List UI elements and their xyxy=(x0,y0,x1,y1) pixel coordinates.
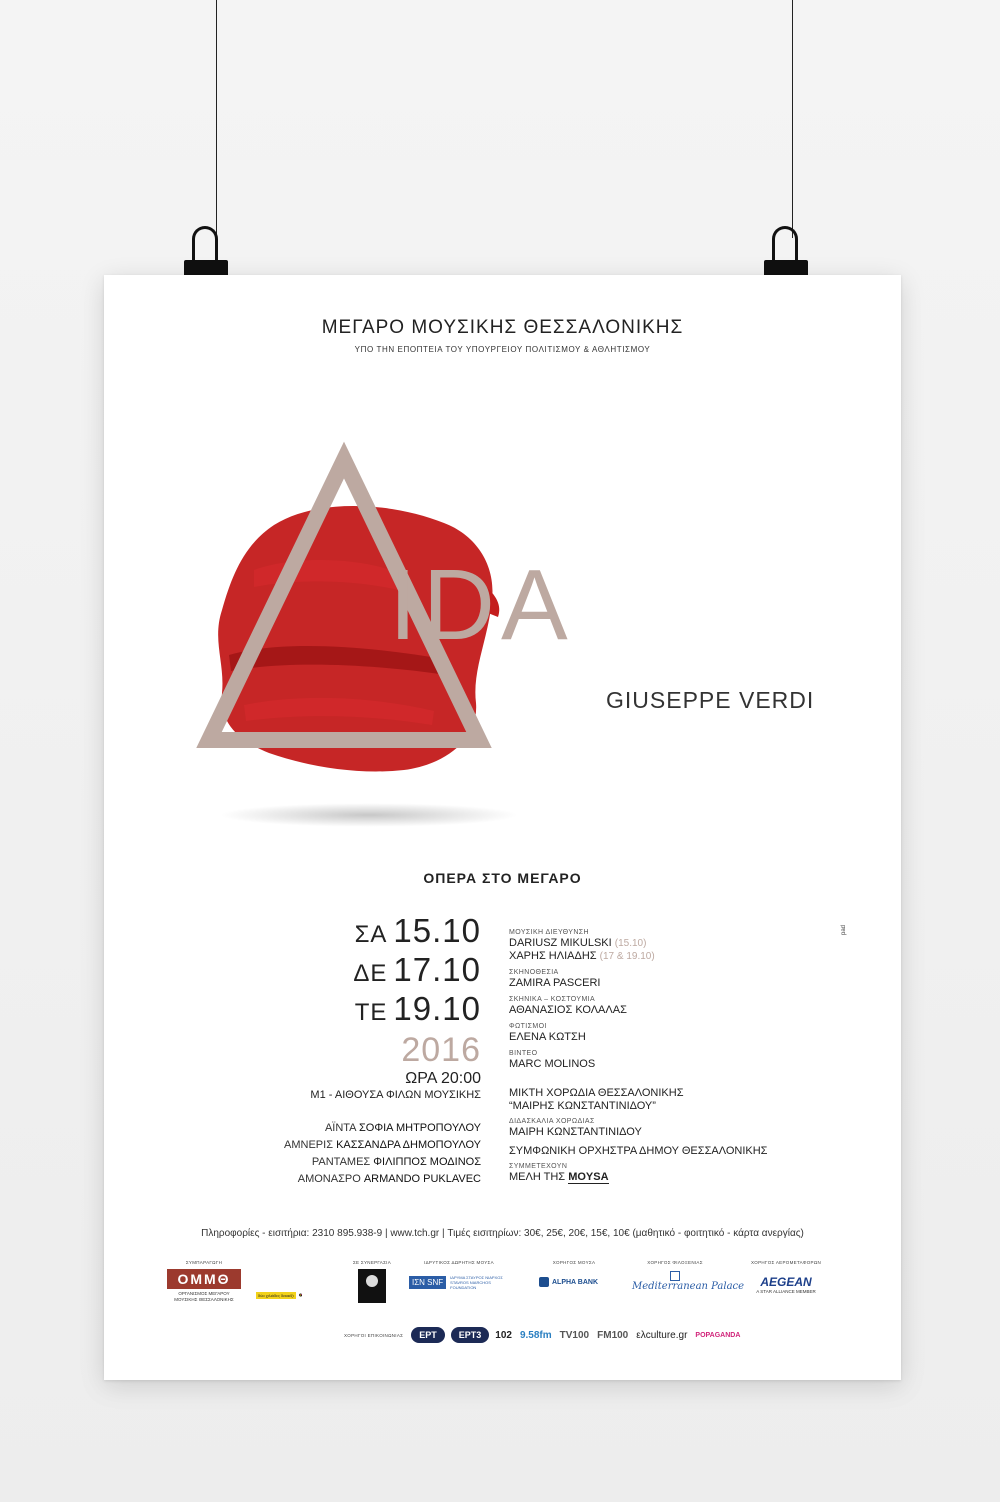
sponsor-mediterranean: ΧΟΡΗΓΟΣ ΦΙΛΟΞΕΝΙΑΣ Mediterranean Palace xyxy=(632,1260,745,1292)
ensemble-credits: ΜΙΚΤΗ ΧΟΡΩΔΙΑ ΘΕΣΣΑΛΟΝΙΚΗΣ “ΜΑΙΡΗΣ ΚΩΝΣΤΑΝΤΙΝΙΔΟΥ” ΔΙΔΑΣΚΑΛΙΑ ΧΟΡΩΔΙΑΣ ΜΑΙΡΗ ΚΩΝΣΤΑΝΤΙΝΙΔΟΥ ΣΥΜΦΩΝΙΚΗ ΟΡΧΗΣΤΡΑ ΔΗΜΟΥ ΘΕΣΣΑΛΟΝΙΚΗΣ ΣΥΜΜΕΤΕΧΟΥΝ ΜΕΛΗ ΤΗΣ MOYSA xyxy=(509,1087,768,1183)
ommth-logo: ΟΜΜΘ xyxy=(167,1269,241,1289)
sponsor-alpha-bank: ΧΟΡΗΓΟΣ ΜΟΥΣΑ ALPHA BANK xyxy=(539,1260,609,1287)
cast-row: ΑΜΟΝΑΣΡΟ ARMANDO PUKLAVEC xyxy=(297,1173,481,1185)
aegean-logo: AEGEAN xyxy=(760,1275,812,1289)
media-logo: ΕΡΤ3 xyxy=(451,1327,490,1343)
cast-row: ΑΪΝΤΑ ΣΟΦΙΑ ΜΗΤΡΟΠΟΥΛΟΥ xyxy=(324,1122,481,1134)
cooperation-tag: δύο χιλιάδες δεκαέξι xyxy=(258,1292,294,1298)
cast-row: ΡΑΝΤΑΜΕΣ ΦΙΛΙΠΠΟΣ ΜΟΔΙΝΟΣ xyxy=(311,1156,481,1168)
opera-title: IDA xyxy=(389,549,574,661)
sponsor-2016 xyxy=(256,1280,302,1306)
organization-title: ΜΕΓΑΡΟ ΜΟΥΣΙΚΗΣ ΘΕΣΣΑΛΟΝΙΚΗΣ xyxy=(321,317,684,338)
composer-name: GIUSEPPE VERDI xyxy=(606,687,815,713)
production-credits: ΜΟΥΣΙΚΗ ΔΙΕΥΘΥΝΣΗ DARIUSZ MIKULSKI (15.10) ΧΑΡΗΣ ΗΛΙΑΔΗΣ (17 & 19.10) ΣΚΗΝΟΘΕΣΙΑ ZAMIRA PASCERI ΣΚΗΝΙΚΑ – ΚΟΣΤΟΥΜΙΑ ΑΘΑΝΑΣΙΟΣ ΚΟΛΑΛΑΣ ΦΩΤΙΣΜΟΙ ΕΛΕΝΑ ΚΩΤΣΗ ΒΙΝΤΕΟ MARC MOLINOS xyxy=(509,929,655,1070)
snf-logo: ΙΣΝ SNF xyxy=(409,1276,446,1289)
tickets-info: Πληροφορίες - εισιτήρια: 2310 895.938-9 | www.tch.gr | Τιμές εισιτηρίων: 30€, 25€, 20€, 15€, 10€ (μαθητικό - φοιτητικό - κάρτα ανεργίας) xyxy=(201,1228,804,1239)
cooperation-logo-icon xyxy=(358,1269,386,1303)
sponsor-snf: ΙΔΡΥΤΙΚΟΣ ΔΩΡΗΤΗΣ ΜΟΥΣΑ ΙΣΝ SNF ΙΔΡΥΜΑ ΣΤΑΥΡΟΣ ΝΙΑΡΧΟΣ STAVROS NIARCHOS FOUNDATION xyxy=(409,1260,509,1290)
media-logo: POPAGANDA xyxy=(695,1331,741,1339)
media-sponsors: ΧΟΡΗΓΟΙ ΕΠΙΚΟΙΝΩΝΙΑΣ ΕΡΤ ΕΡΤ3 102 9.58fm TV100 FM100 ελculture.gr POPAGANDA xyxy=(344,1327,748,1343)
date-row: ΣΑ 15.10 xyxy=(354,912,481,949)
hanging-wire-left xyxy=(216,0,217,238)
media-logo: 9.58fm xyxy=(519,1329,552,1341)
hanging-wire-right xyxy=(792,0,793,238)
series-title: ΟΠΕΡΑ ΣΤΟ ΜΕΓΑΡΟ xyxy=(423,870,582,886)
hotel-icon xyxy=(670,1271,680,1281)
organization-subtitle: ΥΠΟ ΤΗΝ ΕΠΟΠΤΕΙΑ ΤΟΥ ΥΠΟΥΡΓΕΙΟΥ ΠΟΛΙΤΙΣΜΟΥ & ΑΘΛΗΤΙΣΜΟΥ xyxy=(354,345,651,354)
poster xyxy=(104,275,901,1380)
sponsor-aegean: ΧΟΡΗΓΟΣ ΑΕΡΟΜΕΤΑΦΟΡΩΝ AEGEAN A STAR ALLIANCE MEMBER xyxy=(740,1260,832,1294)
cast-list xyxy=(284,1120,481,1188)
mousa-logo: MOYSA xyxy=(568,1171,609,1183)
venue: Μ1 - ΑΙΘΟΥΣΑ ΦΙΛΩΝ ΜΟΥΣΙΚΗΣ xyxy=(310,1089,481,1101)
sponsor-cooperation: ΣΕ ΣΥΝΕΡΓΑΣΙΑ xyxy=(352,1260,392,1303)
date-row: ΔΕ 17.10 xyxy=(353,951,481,988)
alpha-bank-icon xyxy=(539,1277,549,1287)
media-logo: ελculture.gr xyxy=(636,1329,688,1341)
performance-dates xyxy=(353,913,481,1070)
year: 2016 xyxy=(401,1031,481,1069)
performance-time: ΩΡΑ 20:00 xyxy=(405,1070,481,1087)
media-logo: TV100 xyxy=(559,1329,590,1341)
cast-row: ΑΜΝΕΡΙΣ ΚΑΣΣΑΝΔΡΑ ΔΗΜΟΠΟΥΛΟΥ xyxy=(284,1139,481,1151)
drop-shadow xyxy=(219,803,519,827)
date-row: ΤΕ 19.10 xyxy=(354,990,481,1027)
sponsor-ommth: ΣΥΜΠΑΡΑΓΩΓΗ ΟΜΜΘ ΟΡΓΑΝΙΣΜΟΣ ΜΕΓΑΡΟΥ ΜΟΥΣΙΚΗΣ ΘΕΣΣΑΛΟΝΙΚΗΣ xyxy=(164,1260,244,1303)
designer-mark: pad xyxy=(841,924,847,935)
media-logo: 102 xyxy=(495,1329,512,1341)
media-logo: FM100 xyxy=(597,1329,629,1341)
logo-mark-icon xyxy=(299,1284,302,1306)
media-logo: ΕΡΤ xyxy=(411,1327,445,1343)
